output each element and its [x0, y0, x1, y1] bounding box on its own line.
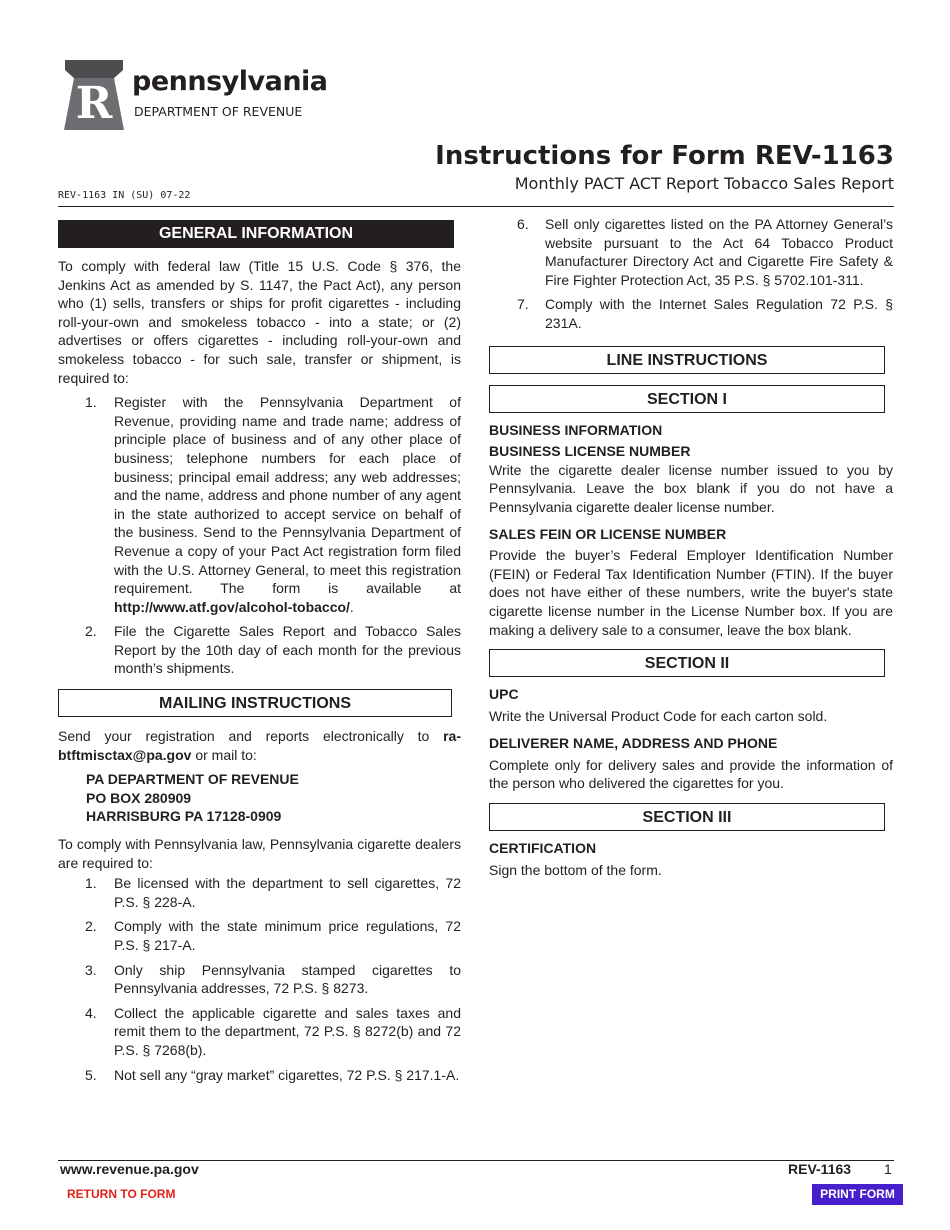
form-code: REV-1163 IN (SU) 07-22 — [58, 190, 191, 201]
list-item — [58, 961, 461, 998]
mailing-text-after: or mail to: — [195, 746, 257, 763]
upc-text: Write the Universal Product Code for each carton sold. — [489, 707, 828, 724]
line-instructions-heading: LINE INSTRUCTIONS — [489, 346, 885, 374]
general-intro: To comply with federal law (Title 15 U.S. Code § 376, the Jenkins Act as amended by S. 1147, the Pact Act), any person who (1) sells, transfers or ships for profit cigarettes - including roll-your-own and smokeless tobacco - into a state; or (2) advertises or offers cigarettes - including roll-your-own and smokeless tobacco - for such sale, transfer or shipment, is required to: — [58, 258, 461, 386]
item-number: 2. — [85, 918, 97, 935]
deliverer-text: Complete only for delivery sales and provide the information of the person who delivered the cigarettes for you. — [489, 756, 893, 792]
list-item — [58, 1004, 461, 1060]
list-item — [58, 917, 461, 954]
item-text: Register with the Pennsylvania Department of Revenue, providing name and trade name; address of principle place of business and of any other place of business; telephone numbers for each place of business; principal email address; any web addresses; and the name, address and phone number of any agent in the state authorized to accept service on behalf of the business. Send to the Pennsylvania Department of Revenue a copy of your Pact Act registration form filed with the U.S. Attorney General, to meet this registration requirement. The form is available at — [114, 394, 461, 597]
item-text: Not sell any “gray market” cigarettes, 72 P.S. § 217.1-A. — [114, 1066, 460, 1083]
item-number: 3. — [85, 961, 97, 978]
license-number-text: Write the cigarette dealer license number issued to you by Pennsylvania. Leave the box blank if you do not have a Pennsylvania cigarette dealer license number. — [489, 461, 893, 515]
license-number-heading: BUSINESS LICENSE NUMBER — [489, 443, 691, 460]
item-number: 4. — [85, 1004, 97, 1021]
page-number: 1 — [884, 1161, 892, 1177]
section-1-heading: SECTION I — [489, 385, 885, 413]
website-link[interactable]: www.revenue.pa.gov — [60, 1161, 199, 1177]
fein-heading: SALES FEIN OR LICENSE NUMBER — [489, 525, 727, 542]
list-item — [58, 393, 461, 616]
item-text: Be licensed with the department to sell cigarettes, 72 P.S. § 228-A. — [114, 875, 461, 910]
section-3-heading: SECTION III — [489, 803, 885, 831]
business-information-heading: BUSINESS INFORMATION — [489, 421, 663, 438]
item-number: 2. — [85, 623, 97, 640]
item-text: File the Cigarette Sales Report and Tobacco Sales Report by the 10th day of each month for the previous month’s shipments. — [114, 623, 461, 677]
footer-form-code: REV-1163 — [788, 1161, 852, 1177]
section-2-heading: SECTION II — [489, 649, 885, 677]
item-number: 7. — [517, 296, 529, 313]
address-line: PA DEPARTMENT OF REVENUE — [86, 771, 299, 788]
certification-heading: CERTIFICATION — [489, 840, 597, 857]
deliverer-heading: DELIVERER NAME, ADDRESS AND PHONE — [489, 735, 778, 752]
item-text: Comply with the Internet Sales Regulation 72 P.S. § 231A. — [545, 296, 893, 331]
list-item — [489, 215, 893, 289]
item-text: Sell only cigarettes listed on the PA Attorney General’s website pursuant to the Act 64 Tobacco Product Manufacturer Directory Act and Cigarette Fire Safety & Fire Fighter Protection Act, 35 P.S. § 5702.101-311. — [545, 216, 893, 288]
pa-revenue-logo — [62, 60, 332, 132]
list-item — [489, 295, 893, 332]
page-title: Instructions for Form REV-1163 — [435, 141, 894, 171]
atf-link[interactable]: http://www.atf.gov/alcohol-tobacco/ — [114, 598, 350, 615]
list-item — [58, 622, 461, 678]
general-information-heading: GENERAL INFORMATION — [58, 220, 454, 248]
item-number: 1. — [85, 875, 97, 892]
federal-requirements-list — [58, 393, 461, 678]
item-text: Only ship Pennsylvania stamped cigarettes to Pennsylvania addresses, 72 P.S. § 8273. — [114, 961, 461, 997]
mailing-address — [86, 770, 461, 826]
brand-name: pennsylvania — [132, 66, 328, 97]
upc-heading: UPC — [489, 686, 519, 703]
left-column — [58, 220, 461, 1084]
item-number: 6. — [517, 216, 529, 232]
item-end: . — [349, 598, 354, 615]
print-form-button[interactable]: PRINT FORM — [812, 1184, 903, 1205]
mailing-text-before: Send your registration and reports electronically to — [58, 728, 430, 745]
item-text: Comply with the state minimum price regulations, 72 P.S. § 217-A. — [114, 918, 461, 953]
keystone-icon — [62, 60, 126, 132]
item-number: 5. — [85, 1066, 97, 1083]
header-divider — [58, 206, 894, 207]
page-subtitle: Monthly PACT ACT Report Tobacco Sales Report — [514, 174, 894, 193]
pa-requirements-list-continued — [489, 215, 893, 333]
logo-letter: R — [75, 78, 113, 129]
mailing-text — [58, 727, 461, 764]
item-text: Collect the applicable cigarette and sales taxes and remit them to the department, 72 P.S. § 8272(b) and 72 P.S. § 7268(b). — [114, 1004, 461, 1058]
certification-text: Sign the bottom of the form. — [489, 861, 662, 878]
address-line: PO BOX 280909 — [86, 789, 192, 806]
mailing-instructions-heading: MAILING INSTRUCTIONS — [58, 689, 452, 717]
list-item — [58, 1066, 461, 1085]
right-column — [489, 215, 893, 879]
email-link[interactable]: ra-btftmisctax@pa.gov — [58, 728, 462, 763]
return-to-form-link[interactable]: RETURN TO FORM — [67, 1187, 176, 1201]
item-number: 1. — [85, 394, 97, 411]
list-item — [58, 874, 461, 911]
pa-requirements-list — [58, 874, 461, 1084]
pa-law-intro: To comply with Pennsylvania law, Pennsylvania cigarette dealers are required to: — [58, 836, 461, 871]
brand-department: DEPARTMENT OF REVENUE — [134, 104, 303, 119]
fein-text: Provide the buyer’s Federal Employer Identification Number (FEIN) or Federal Tax Identification Number (FTIN). If the buyer does not have either of these numbers, write the buyer's state cigarette license number in the License Number box. If you are making a delivery sale to a consumer, leave the box blank. — [489, 547, 893, 638]
address-line: HARRISBURG PA 17128-0909 — [86, 808, 282, 825]
